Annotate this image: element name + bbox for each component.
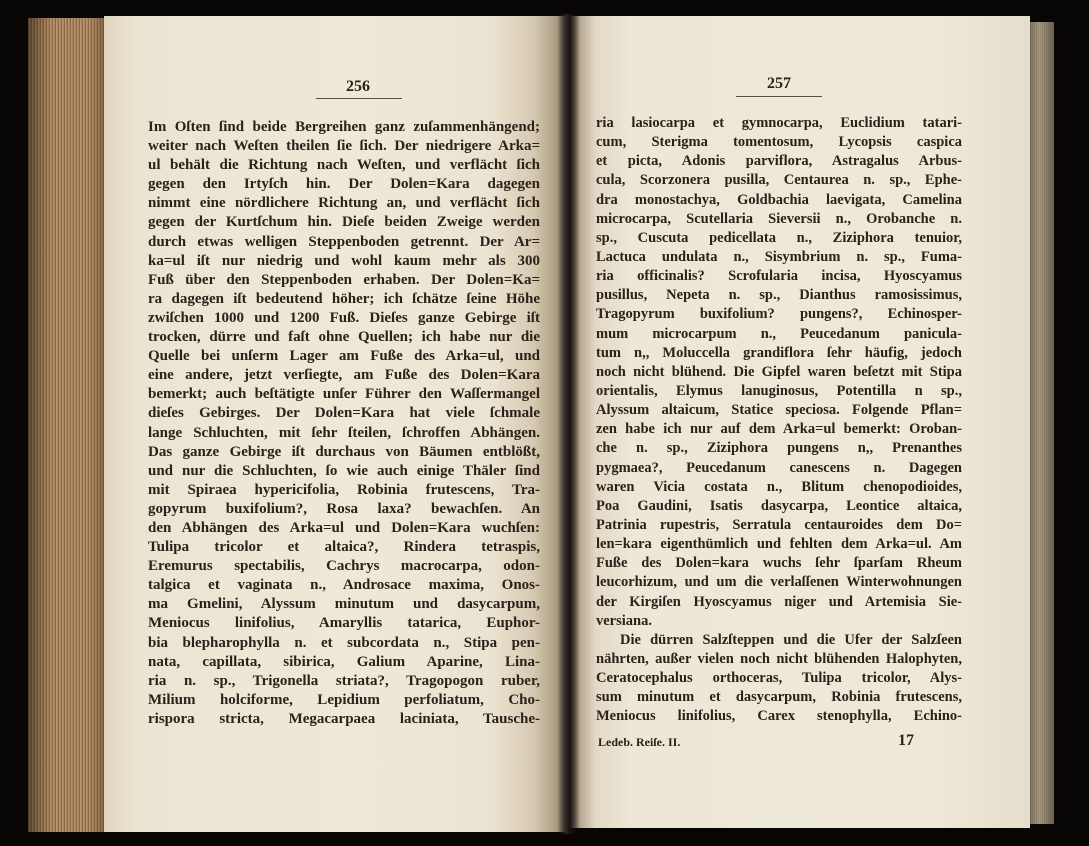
- page-number-rule-left: [316, 98, 402, 99]
- text-line: bemerkt; auch beſtätigte unſer Führer den Waſſermangel: [148, 386, 540, 403]
- text-line: eine andere, jetzt verſiegte, am Fuße des Dolen=Kara: [148, 367, 540, 384]
- text-line: Quelle bei unſerm Lager am Fuße des Arka=ul, und: [148, 348, 540, 365]
- text-line: der Kirgiſen Hyoscyamus niger und Artemisia Sie-: [596, 593, 962, 610]
- text-line: bia blepharophylla n. et subcordata n., Stipa pen-: [148, 634, 540, 651]
- text-line: Patrinia rupestris, Serratula centauroides dem Do=: [596, 516, 962, 533]
- text-line: den Abhängen des Arka=ul und Dolen=Kara wuchſen:: [148, 519, 540, 536]
- footer-sheet-number: 17: [898, 732, 914, 749]
- text-line: cula, Scorzonera pusilla, Centaurea n. sp., Ephe-: [596, 172, 962, 189]
- text-line: waren Vicia costata n., Blitum chenopodioides,: [596, 478, 962, 495]
- text-line: und nur die Schluchten, ſo wie auch einige Thäler ſind: [148, 462, 540, 479]
- text-line: gegen der Kurtſchum hin. Dieſe beiden Zweige werden: [148, 214, 540, 231]
- text-line: et picta, Adonis parviflora, Astragalus Arbus-: [596, 153, 962, 170]
- footer-signature: Ledeb. Reiſe. II.: [598, 735, 681, 749]
- text-line: Meniocus linifolius, Amaryllis tatarica, Euphor-: [148, 615, 540, 632]
- text-line: che n. sp., Ziziphora pungens n,, Prenanthes: [596, 440, 962, 457]
- text-line: Tulipa tricolor et altaica?, Rindera tetraspis,: [148, 539, 540, 556]
- text-line: Alyssum altaicum, Statice speciosa. Folgende Pflan=: [596, 402, 962, 419]
- text-line: gopyrum buxifolium?, Rosa laxa? bewachſen. An: [148, 500, 540, 517]
- text-line: talgica et vaginata n., Androsace maxima, Onos-: [148, 577, 540, 594]
- text-line: lange Schluchten, mit ſehr ſteilen, ſchroffen Abhängen.: [148, 424, 540, 441]
- text-line: mum microcarpum n., Peucedanum panicula-: [596, 325, 962, 342]
- text-line: rispora stricta, Megacarpaea laciniata, Tausche-: [148, 710, 540, 727]
- text-line: Meniocus linifolius, Carex stenophylla, Echino-: [596, 708, 962, 725]
- text-line: Milium holciforme, Lepidium perfoliatum, Cho-: [148, 691, 540, 708]
- text-line: durch etwas welligen Steppenboden getrennt. Der Ar=: [148, 233, 540, 250]
- text-line: sp., Cuscuta pedicellata n., Ziziphora tenuior,: [596, 229, 962, 246]
- text-line: ra dagegen iſt bedeutend höher; ich ſchätze ſeine Höhe: [148, 290, 540, 307]
- text-line: ma Gmelini, Alyssum minutum und dasycarpum,: [148, 596, 540, 613]
- text-line: nata, capillata, sibirica, Galium Aparine, Lina-: [148, 653, 540, 670]
- page-number-right: 257: [767, 75, 791, 92]
- text-line: nährten, außer vielen noch nicht blühenden Halophyten,: [596, 650, 962, 667]
- page-number-left: 256: [346, 78, 370, 95]
- text-line: nimmt eine nördlichere Richtung an, und verflächt ſich: [148, 195, 540, 212]
- text-line: ria n. sp., Trigonella striata?, Tragopogon ruber,: [148, 672, 540, 689]
- text-line: zen habe ich nur auf dem Arka=ul bemerkt: Oroban-: [596, 421, 962, 438]
- text-line: dra monostachya, Goldbachia laevigata, Camelina: [596, 191, 962, 208]
- text-line: ul behält die Richtung nach Weſten, und verflächt ſich: [148, 157, 540, 174]
- text-line: ka=ul iſt nur niedrig und wohl kaum mehr als 300: [148, 252, 540, 269]
- text-line: mit Spiraea hypericifolia, Robinia frutescens, Tra-: [148, 481, 540, 498]
- text-line: sum minutum et dasycarpum, Robinia frutescens,: [596, 689, 962, 706]
- text-line: Poa Gaudini, Isatis dasycarpa, Leontice altaica,: [596, 497, 962, 514]
- text-line: Fuß über den Steppenboden erhaben. Der Dolen=Ka=: [148, 271, 540, 288]
- text-line: pusillus, Nepeta n. sp., Dianthus ramosissimus,: [596, 287, 962, 304]
- text-line: Eremurus spectabilis, Cachrys macrocarpa, odon-: [148, 558, 540, 575]
- text-line: pygmaea?, Peucedanum canescens n. Dagegen: [596, 459, 962, 476]
- text-line: tum n,, Moluccella grandiflora ſehr häufig, jedoch: [596, 344, 962, 361]
- text-line: Die dürren Salzſteppen und die Ufer der Salzſeen: [620, 631, 962, 648]
- text-line: len=kara eigenthümlich und fehlten dem Arka=ul. Am: [596, 536, 962, 553]
- text-line: weiter nach Weſten theilen ſie ſich. Der niedrigere Arka=: [148, 138, 540, 155]
- text-line: Im Oſten ſind beide Bergreihen ganz zuſammenhängend;: [148, 119, 540, 135]
- text-line: Tragopyrum buxifolium? pungens?, Echinosper-: [596, 306, 962, 323]
- text-line: noch nicht blühend. Die Gipfel waren beſetzt mit Stipa: [596, 363, 962, 380]
- text-line: leucorhizum, und um die verlaſſenen Winterwohnungen: [596, 574, 962, 591]
- text-line: Ceratocephalus orthoceras, Tulipa tricolor, Alys-: [596, 670, 962, 687]
- page-edge-stack-right: [1030, 22, 1054, 824]
- left-page-text: [148, 118, 540, 729]
- text-line: trocken, dürre und faſt ohne Quellen; ich habe nur die: [148, 329, 540, 346]
- text-line: microcarpa, Scutellaria Sieversii n., Orobanche n.: [596, 210, 962, 227]
- text-line: Lactuca undulata n., Sisymbrium n. sp., Fuma-: [596, 248, 962, 265]
- gutter-shadow: [558, 14, 580, 834]
- page-number-rule-right: [736, 96, 822, 97]
- text-line: dieſes Gebirges. Der Dolen=Kara hat viele ſchmale: [148, 405, 540, 422]
- text-line: Das ganze Gebirge iſt durchaus von Bäumen entblößt,: [148, 443, 540, 460]
- text-line: orientalis, Elymus lanuginosus, Potentilla n sp.,: [596, 382, 962, 399]
- text-line: ria lasiocarpa et gymnocarpa, Euclidium tatari-: [596, 115, 962, 131]
- text-line: Fuße des Dolen=kara wuchs ſehr ſparſam Rheum: [596, 555, 962, 572]
- right-page-text: [596, 114, 962, 727]
- page-edge-stack-left: [28, 18, 106, 832]
- text-line: cum, Sterigma tomentosum, Lycopsis caspica: [596, 134, 962, 151]
- text-line: versiana.: [596, 612, 652, 629]
- text-line: ria officinalis? Scrofularia incisa, Hyoscyamus: [596, 268, 962, 285]
- text-line: gegen den Irtyſch hin. Der Dolen=Kara dagegen: [148, 176, 540, 193]
- text-line: zwiſchen 1000 und 1200 Fuß. Dieſes ganze Gebirge iſt: [148, 309, 540, 326]
